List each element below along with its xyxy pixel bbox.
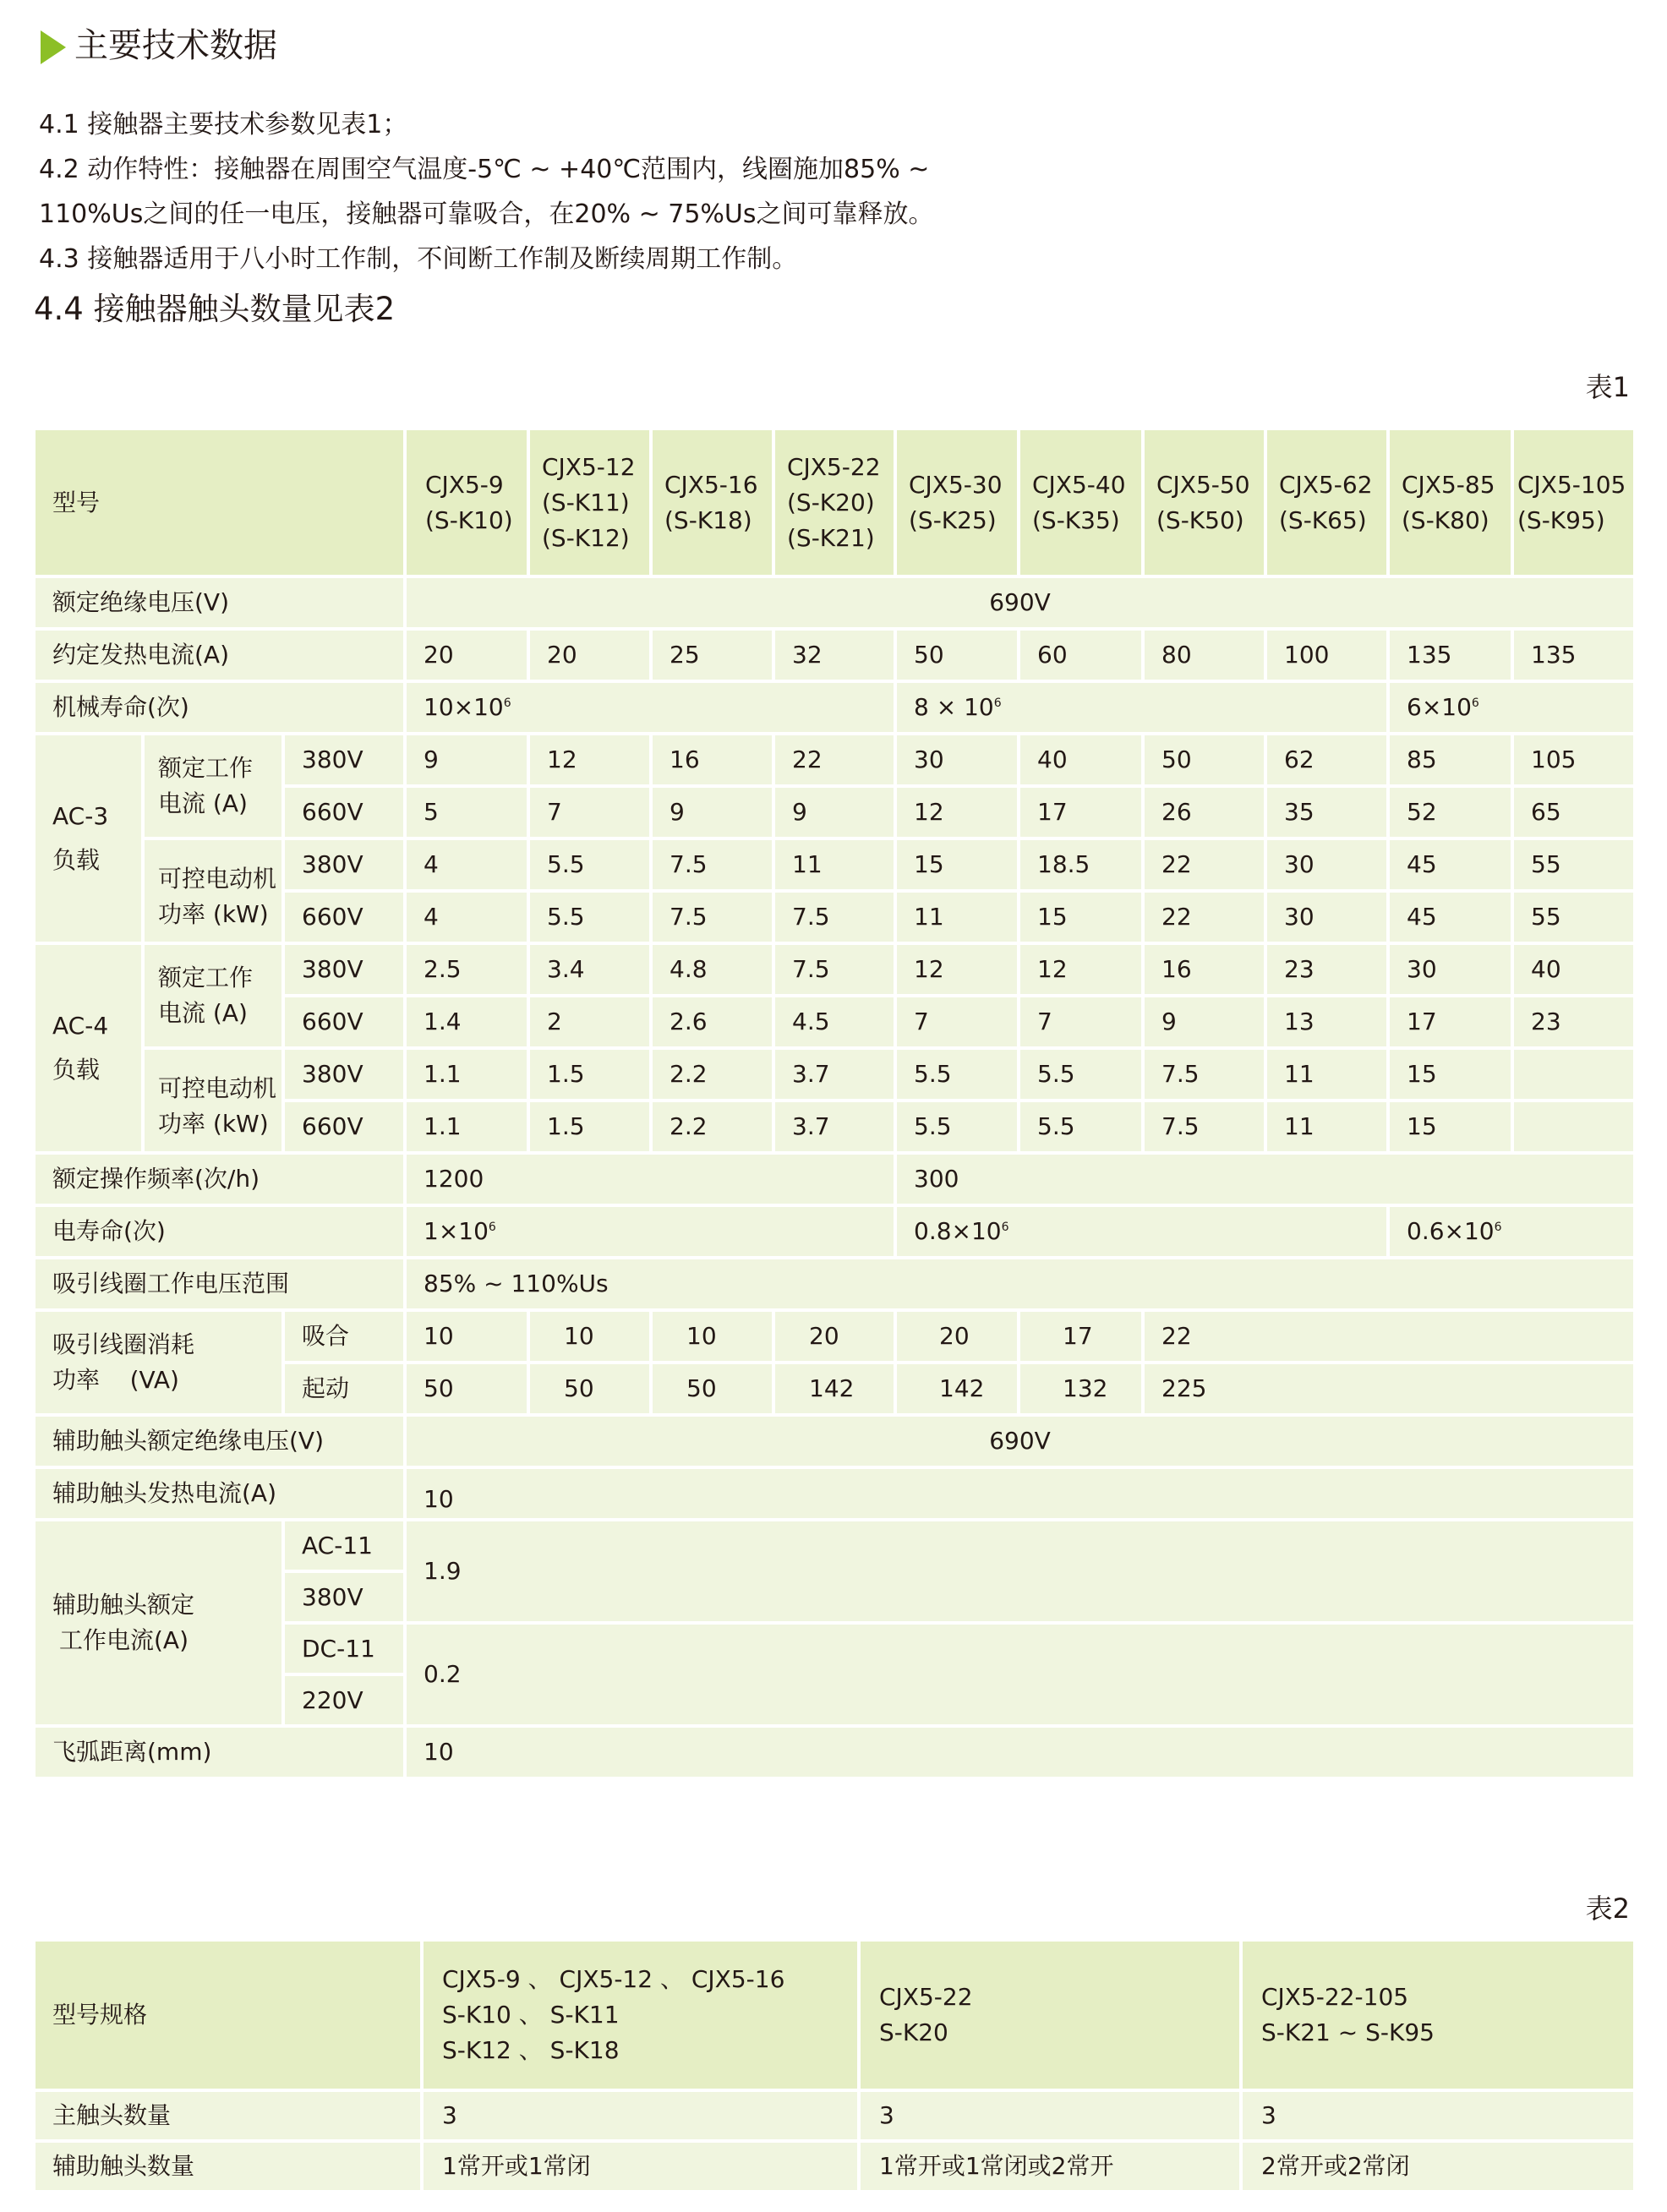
- value-cell: 45: [1388, 891, 1512, 943]
- value-cell: 85: [1388, 734, 1512, 786]
- ac4-current-label: 额定工作 电流 (A): [143, 943, 283, 1048]
- value-cell: [1512, 1048, 1635, 1101]
- table1-caption: 表1: [1585, 371, 1630, 403]
- value-cell: 17: [1019, 786, 1143, 838]
- value-cell: 35: [1265, 786, 1388, 838]
- value-cell: 1200: [405, 1153, 895, 1205]
- value-cell: 4.5: [773, 996, 895, 1048]
- value-cell: 20: [528, 629, 651, 681]
- value-cell: 2: [528, 996, 651, 1048]
- value-cell: 17: [1388, 996, 1512, 1048]
- value-cell: 5.5: [895, 1101, 1019, 1153]
- model-cell: CJX5-12 (S-K11) (S-K12): [528, 429, 651, 576]
- value-cell: $6\times 10^6$: [1388, 681, 1635, 734]
- voltage-label: 660V: [283, 996, 405, 1048]
- voltage-label: 220V: [283, 1674, 405, 1726]
- inrush-label: 起动: [283, 1363, 405, 1415]
- value-cell: 4.8: [651, 943, 773, 996]
- voltage-label: 660V: [283, 1101, 405, 1153]
- ac4-power-label: 可控电动机 功率 (kW): [143, 1048, 283, 1153]
- value-cell: 11: [1265, 1101, 1388, 1153]
- table-row: [34, 576, 1635, 629]
- value-cell: 7.5: [1143, 1101, 1265, 1153]
- row-label: 辅助触头额定绝缘电压(V): [34, 1415, 405, 1467]
- spec-cell: CJX5-22-105 S-K21 ~ S-K95: [1241, 1940, 1635, 2090]
- table-row: [34, 1048, 1635, 1101]
- value-cell: 10: [405, 1726, 1635, 1778]
- value-cell: 2.2: [651, 1048, 773, 1101]
- table2-caption: 表2: [1585, 1892, 1630, 1925]
- table-row: [34, 1258, 1635, 1310]
- value-cell: 15: [895, 838, 1019, 891]
- table-row: [34, 629, 1635, 681]
- value-cell: $10\times 10^6$: [405, 681, 895, 734]
- value-cell: 17: [1019, 1310, 1143, 1363]
- model-cell: CJX5-40 (S-K35): [1019, 429, 1143, 576]
- spec-cell: CJX5-22 S-K20: [859, 1940, 1241, 2090]
- value-cell: 7: [528, 786, 651, 838]
- voltage-label: 380V: [283, 838, 405, 891]
- table-row: [34, 1153, 1635, 1205]
- voltage-label: 660V: [283, 786, 405, 838]
- value-cell: 20: [405, 629, 528, 681]
- table-row: [34, 1467, 1635, 1520]
- spec-table-1: [32, 427, 1637, 1780]
- value-cell: 2常开或2常闭: [1241, 2141, 1635, 2192]
- value-cell: 1.5: [528, 1101, 651, 1153]
- table-row: [34, 1726, 1635, 1778]
- value-cell: 142: [895, 1363, 1019, 1415]
- model-cell: CJX5-85 (S-K80): [1388, 429, 1512, 576]
- value-cell: 142: [773, 1363, 895, 1415]
- value-cell: 13: [1265, 996, 1388, 1048]
- section-title: 主要技术数据: [74, 26, 277, 65]
- table-row-header: [34, 429, 1635, 576]
- value-cell: 20: [773, 1310, 895, 1363]
- value-cell: 26: [1143, 786, 1265, 838]
- value-cell: $8 \times 10^6$: [895, 681, 1388, 734]
- paragraph-4-1: 4.1 接触器主要技术参数见表1；: [39, 110, 408, 139]
- value-cell: 10: [405, 1467, 1635, 1520]
- value-cell: 132: [1019, 1363, 1143, 1415]
- value-cell: 55: [1512, 891, 1635, 943]
- value-cell: 10: [651, 1310, 773, 1363]
- value-cell: 7.5: [651, 891, 773, 943]
- value-cell: 40: [1512, 943, 1635, 996]
- table-row: [34, 681, 1635, 734]
- value-cell: 3.4: [528, 943, 651, 996]
- value-cell: 2.6: [651, 996, 773, 1048]
- value-cell: 22: [773, 734, 895, 786]
- value-cell: 4: [405, 891, 528, 943]
- value-cell: 1.9: [405, 1520, 1635, 1623]
- table-row: [34, 1415, 1635, 1467]
- value-cell: 12: [1019, 943, 1143, 996]
- row-label: 额定操作频率(次/h): [34, 1153, 405, 1205]
- header-spec-label: 型号规格: [34, 1940, 422, 2090]
- value-cell: 52: [1388, 786, 1512, 838]
- value-cell: 20: [895, 1310, 1019, 1363]
- value-cell: 22: [1143, 1310, 1635, 1363]
- category-label: AC-11: [283, 1520, 405, 1571]
- value-cell: 23: [1265, 943, 1388, 996]
- value-cell: 9: [1143, 996, 1265, 1048]
- table-row: [34, 2141, 1635, 2192]
- ac3-power-label: 可控电动机 功率 (kW): [143, 838, 283, 943]
- value-cell: 1常开或1常闭: [422, 2141, 859, 2192]
- row-label: 辅助触头发热电流(A): [34, 1467, 405, 1520]
- value-cell: 16: [1143, 943, 1265, 996]
- value-cell: 1.1: [405, 1048, 528, 1101]
- value-cell: 60: [1019, 629, 1143, 681]
- row-label: 电寿命(次): [34, 1205, 405, 1258]
- value-cell: 30: [1265, 838, 1388, 891]
- value-cell: 12: [895, 786, 1019, 838]
- row-label: 飞弧距离(mm): [34, 1726, 405, 1778]
- paragraph-4-2: 4.2 动作特性：接触器在周围空气温度-5℃ ~ +40℃范围内，线圈施加85% ~: [39, 155, 930, 184]
- value-cell: 9: [651, 786, 773, 838]
- value-cell: 7.5: [1143, 1048, 1265, 1101]
- value-cell: 32: [773, 629, 895, 681]
- value-cell: 10: [528, 1310, 651, 1363]
- value-cell: [1512, 1101, 1635, 1153]
- header-model-label: 型号: [34, 429, 405, 576]
- value-cell: 10: [405, 1310, 528, 1363]
- ac3-current-label: 额定工作 电流 (A): [143, 734, 283, 838]
- value-cell: 11: [1265, 1048, 1388, 1101]
- value-cell: 690V: [405, 576, 1635, 629]
- value-cell: 50: [895, 629, 1019, 681]
- value-cell: 80: [1143, 629, 1265, 681]
- voltage-label: 380V: [283, 1048, 405, 1101]
- value-cell: $0.8\times 10^6$: [895, 1205, 1388, 1258]
- value-cell: 135: [1388, 629, 1512, 681]
- value-cell: 9: [405, 734, 528, 786]
- value-cell: 55: [1512, 838, 1635, 891]
- value-cell: 40: [1019, 734, 1143, 786]
- ac4-label: AC-4 负载: [34, 943, 143, 1153]
- value-cell: 3: [1241, 2090, 1635, 2141]
- coil-power-label: 吸引线圈消耗 功率 (VA): [34, 1310, 283, 1415]
- table-row: [34, 2090, 1635, 2141]
- spec-table-2: [32, 1938, 1637, 2193]
- value-cell: 62: [1265, 734, 1388, 786]
- table-row: [34, 734, 1635, 786]
- value-cell: 23: [1512, 996, 1635, 1048]
- triangle-right-icon: [41, 30, 66, 64]
- value-cell: 15: [1388, 1048, 1512, 1101]
- value-cell: 105: [1512, 734, 1635, 786]
- value-cell: 25: [651, 629, 773, 681]
- value-cell: 3: [422, 2090, 859, 2141]
- row-label: 主触头数量: [34, 2090, 422, 2141]
- value-cell: 7: [895, 996, 1019, 1048]
- value-cell: 1.1: [405, 1101, 528, 1153]
- value-cell: 1.4: [405, 996, 528, 1048]
- value-cell: 22: [1143, 838, 1265, 891]
- value-cell: 11: [895, 891, 1019, 943]
- value-cell: 690V: [405, 1415, 1635, 1467]
- value-cell: $0.6\times 10^6$: [1388, 1205, 1635, 1258]
- voltage-label: 380V: [283, 1571, 405, 1623]
- value-cell: 5.5: [1019, 1101, 1143, 1153]
- value-cell: 30: [1388, 943, 1512, 996]
- model-cell: CJX5-16 (S-K18): [651, 429, 773, 576]
- value-cell: 9: [773, 786, 895, 838]
- value-cell: 30: [895, 734, 1019, 786]
- row-label: 约定发热电流(A): [34, 629, 405, 681]
- value-cell: 100: [1265, 629, 1388, 681]
- model-cell: CJX5-22 (S-K20) (S-K21): [773, 429, 895, 576]
- spec-cell: CJX5-9 、 CJX5-12 、 CJX5-16 S-K10 、 S-K11 S-K12 、 S-K18: [422, 1940, 859, 2090]
- value-cell: 50: [1143, 734, 1265, 786]
- model-cell: CJX5-50 (S-K50): [1143, 429, 1265, 576]
- value-cell: 7.5: [651, 838, 773, 891]
- subheading-4-4: 4.4 接触器触头数量见表2: [34, 291, 396, 327]
- model-cell: CJX5-62 (S-K65): [1265, 429, 1388, 576]
- category-label: DC-11: [283, 1623, 405, 1674]
- value-cell: 65: [1512, 786, 1635, 838]
- value-cell: 30: [1265, 891, 1388, 943]
- value-cell: 0.2: [405, 1623, 1635, 1726]
- table-row: [34, 1310, 1635, 1363]
- value-cell: 50: [651, 1363, 773, 1415]
- value-cell: 45: [1388, 838, 1512, 891]
- aux-rated-current-label: 辅助触头额定 工作电流(A): [34, 1520, 283, 1726]
- model-cell: CJX5-30 (S-K25): [895, 429, 1019, 576]
- value-cell: 2.5: [405, 943, 528, 996]
- paragraph-4-2-cont: 110%Us之间的任一电压，接触器可靠吸合，在20% ~ 75%Us之间可靠释放。: [39, 199, 934, 229]
- pickup-label: 吸合: [283, 1310, 405, 1363]
- model-cell: CJX5-105 (S-K95): [1512, 429, 1635, 576]
- value-cell: 135: [1512, 629, 1635, 681]
- value-cell: 7.5: [773, 891, 895, 943]
- voltage-label: 380V: [283, 943, 405, 996]
- value-cell: 5.5: [895, 1048, 1019, 1101]
- value-cell: 85% ~ 110%Us: [405, 1258, 1635, 1310]
- value-cell: 50: [528, 1363, 651, 1415]
- voltage-label: 660V: [283, 891, 405, 943]
- value-cell: 1常开或1常闭或2常开: [859, 2141, 1241, 2192]
- value-cell: 18.5: [1019, 838, 1143, 891]
- value-cell: 12: [528, 734, 651, 786]
- voltage-label: 380V: [283, 734, 405, 786]
- table-row: [34, 1205, 1635, 1258]
- model-cell: CJX5-9 (S-K10): [405, 429, 528, 576]
- value-cell: 22: [1143, 891, 1265, 943]
- value-cell: 50: [405, 1363, 528, 1415]
- value-cell: $1\times 10^6$: [405, 1205, 895, 1258]
- value-cell: 5: [405, 786, 528, 838]
- row-label: 额定绝缘电压(V): [34, 576, 405, 629]
- value-cell: 15: [1388, 1101, 1512, 1153]
- ac3-label: AC-3 负载: [34, 734, 143, 943]
- value-cell: 7: [1019, 996, 1143, 1048]
- value-cell: 4: [405, 838, 528, 891]
- value-cell: 16: [651, 734, 773, 786]
- value-cell: 300: [895, 1153, 1635, 1205]
- row-label: 辅助触头数量: [34, 2141, 422, 2192]
- value-cell: 225: [1143, 1363, 1635, 1415]
- value-cell: 5.5: [1019, 1048, 1143, 1101]
- value-cell: 12: [895, 943, 1019, 996]
- row-label: 机械寿命(次): [34, 681, 405, 734]
- table-row-header: [34, 1940, 1635, 2090]
- paragraph-4-3: 4.3 接触器适用于八小时工作制，不间断工作制及断续周期工作制。: [39, 244, 798, 274]
- table-row: [34, 1520, 1635, 1571]
- value-cell: 5.5: [528, 891, 651, 943]
- row-label: 吸引线圈工作电压范围: [34, 1258, 405, 1310]
- value-cell: 1.5: [528, 1048, 651, 1101]
- table-row: [34, 838, 1635, 891]
- value-cell: 2.2: [651, 1101, 773, 1153]
- value-cell: 3: [859, 2090, 1241, 2141]
- value-cell: 3.7: [773, 1048, 895, 1101]
- value-cell: 5.5: [528, 838, 651, 891]
- value-cell: 15: [1019, 891, 1143, 943]
- value-cell: 11: [773, 838, 895, 891]
- value-cell: 3.7: [773, 1101, 895, 1153]
- table-row: [34, 943, 1635, 996]
- value-cell: 7.5: [773, 943, 895, 996]
